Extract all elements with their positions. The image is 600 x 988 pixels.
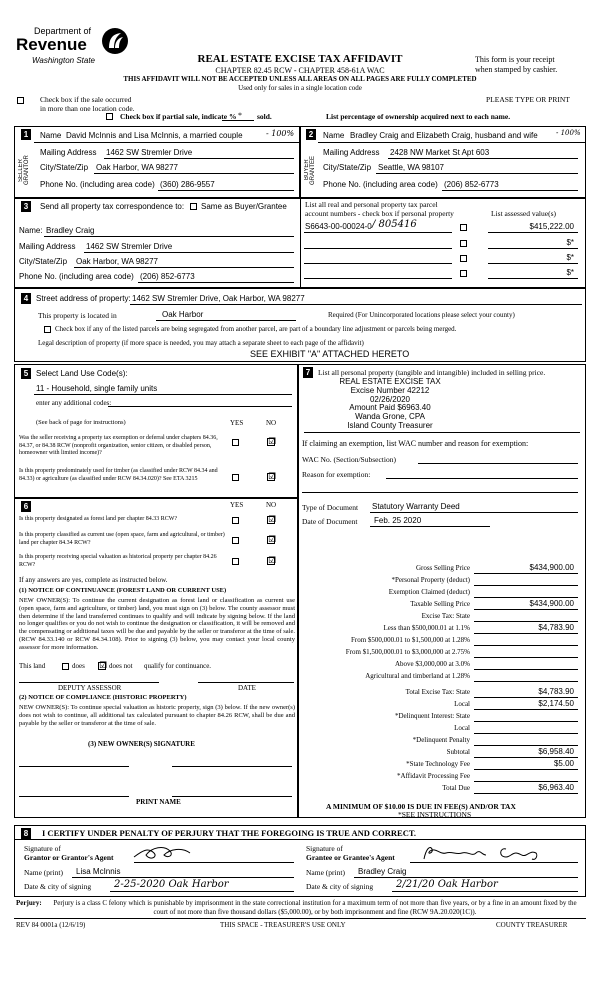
tax-row-label: Exemption Claimed (deduct) (388, 588, 470, 596)
tax-row-label: Less than $500,000.01 at 1.1% (383, 624, 470, 632)
seller-name[interactable]: David McInnis and Lisa McInnis, a married couple (66, 131, 243, 140)
section-7-number: 7 (303, 367, 313, 378)
print-name-label: PRINT NAME (136, 798, 181, 806)
segregated-label: Check box if any of the listed parcels are being segregated from another parcel, are part of a boundary line adjustment or parcels being merged. (55, 325, 457, 333)
perjury-label: Perjury: (16, 899, 42, 907)
s5-no-header: NO (266, 419, 277, 427)
stamp-line: Amount Paid $6963.40 (349, 403, 431, 413)
tax-row-value[interactable]: $434,900.00 (529, 563, 574, 572)
tax-row-value[interactable]: $6,958.40 (538, 747, 574, 756)
located-value[interactable]: Oak Harbor (162, 310, 204, 319)
grantor-sig-label-2: Grantor or Grantor's Agent (24, 853, 114, 862)
logo-state: Washington State (32, 56, 96, 65)
correspondence-name[interactable]: Bradley Craig (46, 226, 95, 235)
s5-question-2: Is this property predominately used for timber (as classified under RCW 84.34 and 84.33) or agriculture (as classified under RCW 84.34.020)? See ETA 3215 (19, 468, 218, 482)
section-5-number: 5 (21, 368, 31, 379)
stamp-line: REAL ESTATE EXCISE TAX (339, 377, 441, 386)
grantee-date[interactable]: 2/21/20 Oak Harbor (396, 879, 498, 890)
does-label: does (72, 662, 85, 670)
buyer-phone-label: Phone No. (including area code) (323, 180, 438, 189)
tax-row-label: *Affidavit Processing Fee (397, 772, 470, 780)
tax-row-label: *Personal Property (deduct) (391, 576, 470, 584)
buyer-side-label: BUYER GRANTEE (304, 155, 316, 185)
wac-label: WAC No. (Section/Subsection) (302, 455, 396, 464)
correspondence-phone[interactable]: (206) 852-6773 (140, 272, 195, 281)
partial-sale-value: * (238, 111, 242, 120)
correspondence-city[interactable]: Oak Harbor, WA 98277 (76, 257, 158, 266)
single-location-note: Used only for sales in a single location code (238, 84, 362, 92)
tax-row-label: *State Technology Fee (406, 760, 470, 768)
segregated-checkbox[interactable] (44, 326, 51, 333)
doc-date-value[interactable]: Feb. 25 2020 (374, 516, 422, 525)
stamp-line: Excise Number 42212 (350, 385, 430, 395)
assessed-value-header: List assessed value(s) (491, 209, 556, 218)
assessed-value[interactable]: $* (566, 253, 574, 262)
parcel-handwritten: / 805416 (372, 219, 417, 230)
correspondence-city-label: City/State/Zip (19, 257, 68, 266)
multi-location-label-1: Check box if the sale occurred (40, 95, 132, 104)
s5-question-1: Was the seller receiving a property tax exemption or deferral under chapters 84.36, 84.37, or 84.38 RCW (nonprofit organization, senior citizen, or disabled person, homeowner with limited income)? (19, 435, 218, 456)
tax-row-label: Subtotal (446, 748, 470, 756)
buyer-name[interactable]: Bradley Craig and Elizabeth Craig, husband and wife (350, 131, 538, 140)
buyer-addr[interactable]: 2428 NW Market St Apt 603 (390, 148, 490, 157)
see-back-note: (See back of page for instructions) (36, 419, 126, 426)
s5-yes-header: YES (230, 419, 244, 427)
grantee-sig-label-1: Signature of (306, 844, 343, 853)
personal-property-checkbox[interactable] (460, 224, 467, 231)
doc-date-label: Date of Document (302, 517, 358, 526)
street-address[interactable]: 1462 SW Stremler Drive, Oak Harbor, WA 98277 (132, 294, 305, 303)
tax-row-label: Taxable Selling Price (410, 600, 470, 608)
tax-row-label: Agricultural and timberland at 1.28% (365, 672, 470, 680)
seller-addr[interactable]: 1462 SW Stremler Drive (106, 148, 193, 157)
treasurer-stamp (330, 378, 450, 431)
sold-label: sold. (257, 112, 272, 121)
notice1-title: (1) NOTICE OF CONTINUANCE (FOREST LAND OR CURRENT USE) (19, 587, 227, 594)
legal-label: Legal description of property (if more space is needed, you may attach a separate sheet to each page of the affidavit) (38, 339, 364, 347)
tax-row-value[interactable]: $4,783.90 (538, 687, 574, 696)
buyer-city-label: City/State/Zip (323, 163, 372, 172)
doc-type-value[interactable]: Statutory Warranty Deed (372, 502, 460, 511)
s5-q2-no[interactable]: ☑ (268, 472, 277, 482)
grantee-sig-label-2: Grantee or Grantee's Agent (306, 853, 395, 862)
form-title: REAL ESTATE EXCISE TAX AFFIDAVIT (197, 53, 403, 65)
minimum-note: A MINIMUM OF $10.00 IS DUE IN FEE(S) AND/OR TAX (326, 802, 516, 811)
s5-q1-no[interactable]: ☑ (268, 437, 277, 447)
notice1-body: NEW OWNER(S): To continue the current designation as forest land or classification as current use (open space, farm and agriculture, or timber) land, you must sign on (3) below. The county assessor must then determine if the land transferred continues to qualify and will indicate by signing below. If the land no longer qualifies or you do not wish to continue the designation or classification, it will be removed and the compensating or additional taxes will be due and payable by the seller or transferor at the time of sale. (RCW 84.33.140 or RCW 84.34.108). Prior to signing (3) below, you may contact your local county assessor for more information. (19, 597, 295, 651)
doc-type-label: Type of Document (302, 503, 359, 512)
does-not-checkbox[interactable]: ☑ (99, 661, 108, 671)
tax-row-label: Local (454, 700, 470, 708)
stamp-line: Wanda Grone, CPA (355, 412, 425, 422)
if-yes-note: If any answers are yes, complete as instructed below. (19, 576, 168, 584)
legal-description[interactable]: SEE EXHIBIT "A" ATTACHED HERETO (250, 349, 410, 359)
this-land-label: This land (19, 662, 46, 670)
treasurer-use-label: THIS SPACE - TREASURER'S USE ONLY (220, 921, 346, 929)
deputy-assessor-label: DEPUTY ASSESSOR (58, 684, 122, 692)
perjury-text: Perjury is a class C felony which is punishable by imprisonment in the state correctional institution for a maximum term of not more than five years, or by a fine in an amount fixed by the court of not more than five thousand dollars ($5,000.00), or by both imprisonment and fine (RCW 9A.20.020(1C)). (53, 899, 577, 916)
s6-question-1: Is this property designated as forest land per chapter 84.33 RCW? (19, 516, 178, 522)
s6-q2-yes[interactable] (232, 537, 239, 544)
please-type: PLEASE TYPE OR PRINT (486, 95, 570, 104)
same-as-buyer-label: Same as Buyer/Grantee (201, 202, 287, 211)
tax-row-label: From $1,500,000.01 to $3,000,000 at 2.75% (345, 648, 470, 656)
tax-row-label: Excise Tax: State (421, 612, 470, 620)
s5-q2-yes[interactable] (232, 474, 239, 481)
parcel-header-2: account numbers - check box if personal property (305, 209, 454, 218)
county-treasurer-label: COUNTY TREASURER (496, 921, 568, 929)
multi-location-checkbox[interactable] (17, 97, 24, 104)
buyer-addr-label: Mailing Address (323, 148, 380, 157)
tax-row-value[interactable]: $2,174.50 (538, 699, 574, 708)
stamp-line: Island County Treasurer (347, 420, 433, 430)
receipt-note-1: This form is your receipt (475, 55, 555, 64)
section-4-number: 4 (21, 293, 31, 304)
personal-property-checkbox[interactable] (460, 255, 467, 262)
correspondence-phone-label: Phone No. (including area code) (19, 272, 134, 281)
multi-location-label-2: in more than one location code. (40, 104, 135, 113)
seller-city[interactable]: Oak Harbor, WA 98277 (96, 163, 178, 172)
street-label: Street address of property: (36, 294, 131, 303)
correspondence-addr-label: Mailing Address (19, 242, 76, 251)
section-8-number: 8 (21, 828, 31, 839)
seller-phone[interactable]: (360) 286-9557 (160, 180, 215, 189)
s6-q1-no[interactable]: ☑ (268, 515, 277, 525)
form-warning: THIS AFFIDAVIT WILL NOT BE ACCEPTED UNLESS ALL AREAS ON ALL PAGES ARE FULLY COMPLETED (123, 75, 477, 83)
correspondence-label: Send all property tax correspondence to: (40, 202, 185, 211)
parcel-number[interactable]: S6643-00-00024-0 (305, 222, 372, 231)
additional-codes-label: enter any additional codes: (36, 399, 112, 407)
grantor-sig-label-1: Signature of (24, 844, 61, 853)
form-number: REV 84 0001a (12/6/19) (16, 921, 86, 929)
ownership-note: List percentage of ownership acquired next to each name. (326, 112, 511, 121)
stamp-line: 02/26/2020 (369, 394, 411, 404)
does-not-label: does not (109, 662, 133, 670)
s6-q2-no[interactable]: ☑ (268, 535, 277, 545)
dor-logo (14, 26, 134, 72)
personal-property-checkbox[interactable] (460, 270, 467, 277)
grantor-date[interactable]: 2-25-2020 Oak Harbor (114, 879, 229, 890)
assessed-value[interactable]: $* (566, 238, 574, 247)
buyer-phone[interactable]: (206) 852-6773 (444, 180, 499, 189)
exemption-label: If claiming an exemption, list WAC number and reason for exemption: (302, 439, 529, 448)
correspondence-name-label: Name: (19, 226, 43, 235)
tax-row-label: *Delinquent Interest: State (394, 712, 470, 720)
grantor-signature[interactable] (130, 841, 210, 863)
tax-row-value[interactable]: $434,900.00 (529, 599, 574, 608)
does-checkbox[interactable] (62, 663, 69, 670)
qualify-label: qualify for continuance. (144, 662, 212, 670)
land-use-label: Select Land Use Code(s): (36, 369, 128, 378)
s6-question-3: Is this property receiving special valuation as historical property per chapter 84.26 RCW? (19, 554, 217, 568)
tax-row-label: Local (454, 724, 470, 732)
partial-sale-checkbox[interactable] (106, 113, 113, 120)
s6-yes-header: YES (230, 501, 244, 509)
section-3-number: 3 (21, 201, 31, 212)
new-owner-signature-label: (3) NEW OWNER(S) SIGNATURE (88, 740, 195, 748)
s5-q1-yes[interactable] (232, 439, 239, 446)
grantor-name[interactable]: Lisa McInnis (76, 867, 121, 876)
assessed-value[interactable]: $415,222.00 (529, 222, 574, 231)
section-2-number: 2 (306, 129, 316, 140)
required-note: Required (For Unincorporated locations please select your county) (328, 311, 515, 319)
seller-side-label: SELLER GRANTOR (18, 155, 30, 185)
grantee-name-label: Name (print) (306, 868, 345, 877)
seller-city-label: City/State/Zip (40, 163, 89, 172)
grantee-name[interactable]: Bradley Craig (358, 867, 407, 876)
parcel-header-1: List all real and personal property tax parcel (305, 200, 438, 209)
grantor-date-label: Date & city of signing (24, 882, 92, 891)
same-as-buyer-checkbox[interactable] (190, 203, 197, 210)
s6-q1-yes[interactable] (232, 517, 239, 524)
assessed-value[interactable]: $* (566, 268, 574, 277)
seller-name-label: Name (40, 131, 62, 140)
reason-label: Reason for exemption: (302, 470, 371, 479)
tax-row-value[interactable]: $5.00 (553, 759, 574, 768)
logo-dept-line: Department of (34, 26, 92, 36)
buyer-pct: - 100% (556, 129, 581, 137)
section-1-number: 1 (21, 129, 31, 140)
see-instructions: *SEE INSTRUCTIONS (398, 810, 472, 819)
partial-sale-label: Check box if partial sale, indicate % (120, 112, 237, 121)
seller-phone-label: Phone No. (including area code) (40, 180, 155, 189)
certify-statement: I CERTIFY UNDER PENALTY OF PERJURY THAT THE FOREGOING IS TRUE AND CORRECT. (42, 828, 417, 838)
buyer-name-label: Name (323, 131, 345, 140)
land-use-value[interactable]: 11 - Household, single family units (36, 384, 158, 393)
tax-row-label: Above $3,000,000 at 3.0% (394, 660, 470, 668)
s6-question-2: Is this property classified as current use (open space, farm and agricultural, or timber) land per chapter 84.34 RCW? (19, 532, 225, 546)
deputy-date-label: DATE (238, 684, 256, 692)
s6-no-header: NO (266, 501, 277, 509)
logo-revenue: Revenue (16, 35, 87, 54)
notice2-title: (2) NOTICE OF COMPLIANCE (HISTORIC PROPERTY) (19, 694, 187, 701)
tax-row-label: From $500,000.01 to $1,500,000 at 1.28% (351, 636, 470, 644)
section-6-number: 6 (21, 501, 31, 512)
tax-row-label: *Delinquent Penalty (412, 736, 470, 744)
tax-row-value[interactable]: $6,963.40 (538, 783, 574, 792)
located-label: This property is located in (38, 311, 117, 320)
buyer-city[interactable]: Seattle, WA 98107 (378, 163, 444, 172)
grantee-signature[interactable] (420, 841, 550, 863)
tax-row-value[interactable]: $4,783.90 (538, 623, 574, 632)
correspondence-addr[interactable]: 1462 SW Stremler Drive (86, 242, 173, 251)
seller-pct: - 100% (266, 129, 295, 138)
personal-property-checkbox[interactable] (460, 240, 467, 247)
form-chapter: CHAPTER 82.45 RCW - CHAPTER 458-61A WAC (215, 66, 385, 75)
personal-property-label: List all personal property (tangible and intangible) included in selling price. (318, 368, 546, 377)
receipt-note-2: when stamped by cashier. (475, 65, 558, 74)
tax-row-label: Total Excise Tax: State (405, 688, 470, 696)
grantee-date-label: Date & city of signing (306, 882, 374, 891)
grantor-name-label: Name (print) (24, 868, 63, 877)
notice2-body: NEW OWNER(S): To continue special valuation as historic property, sign (3) below. If the new owner(s) does not wish to continue, all additional tax calculated pursuant to chapter 84.26 RCW, shall be due and payable by the seller or transferor at the time of sale. (19, 704, 295, 727)
s6-q3-yes[interactable] (232, 558, 239, 565)
s6-q3-no[interactable]: ☑ (268, 556, 277, 566)
dor-emblem-icon (100, 26, 130, 56)
seller-addr-label: Mailing Address (40, 148, 97, 157)
tax-row-label: Gross Selling Price (415, 564, 470, 572)
tax-row-label: Total Due (442, 784, 470, 792)
